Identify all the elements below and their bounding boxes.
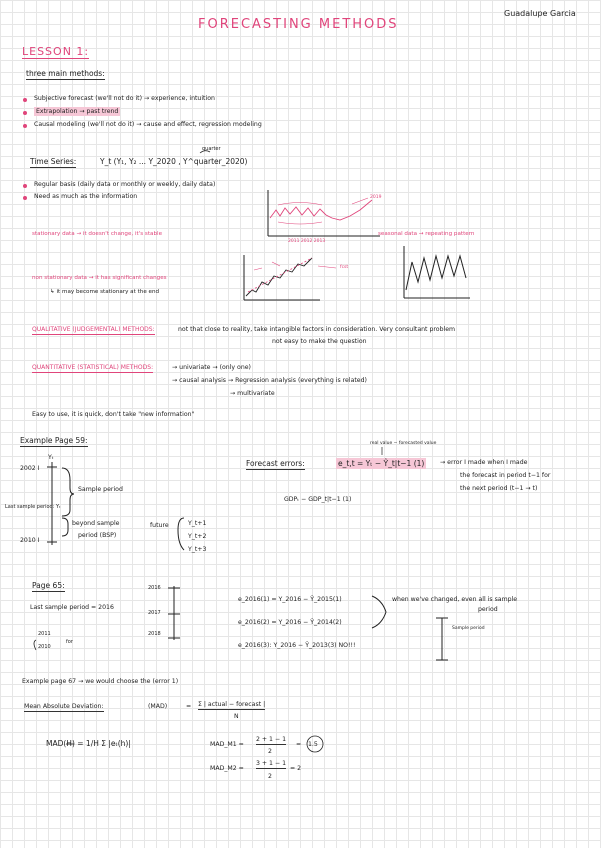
easy-note: Easy to use, it is quick, don't take "new information"	[32, 411, 195, 418]
mad2-denominator: 2	[268, 773, 272, 780]
lesson-heading: LESSON 1:	[22, 45, 90, 58]
year-tick: 2016	[148, 585, 161, 591]
method-item: Subjective forecast (we'll not do it) → experience, intuition	[34, 95, 215, 102]
methods-intro: three main methods:	[26, 69, 105, 78]
bsp-label: period (BSP)	[78, 532, 117, 539]
page-title: FORECASTING METHODS	[198, 17, 399, 32]
graph-arrow	[352, 198, 368, 204]
mad-general: MAD(H) = 1/H Σ |eₜ(h)|	[46, 739, 131, 748]
mad-formula-denominator: N	[234, 713, 239, 720]
range-suffix: for	[66, 639, 73, 645]
quantitative-item: → causal analysis → Regression analysis (everything is related)	[172, 377, 367, 384]
mad1-result: 1.5	[308, 741, 318, 748]
band-bottom	[278, 222, 322, 224]
brace	[178, 518, 184, 550]
qualitative-label: QUALITATIVE (JUDGEMENTAL) METHODS:	[32, 326, 155, 333]
real-value-note: real value − forecasted value	[370, 441, 437, 446]
brace	[62, 518, 68, 536]
non-stationary-note: non stationary data → it has significant changes	[32, 275, 167, 281]
quarter-annotation: quarter	[202, 146, 221, 152]
non-stationary-graph	[244, 255, 320, 300]
error-row: e_2016(1) = Y_2016 − Ŷ_2015(1)	[238, 596, 342, 603]
mad2-numerator: 3 + 1 − 1	[256, 761, 286, 769]
future-value: Y_t+2	[188, 533, 207, 540]
future-value: Y_t+1	[188, 520, 207, 527]
error-explanation: the forecast in period t−1 for	[460, 472, 551, 479]
seasonal-graph	[404, 246, 470, 298]
error-row: e_2016(2) = Y_2016 − Ŷ_2014(2)	[238, 619, 342, 626]
mad-formula-numerator: Σ | actual − forecast |	[198, 702, 265, 710]
qualitative-text: not that close to reality, take intangible factors in consideration. Very consultant problem	[178, 326, 456, 333]
mad2-label: MAD_M2 =	[210, 765, 244, 772]
method-item: Extrapolation → past trend	[36, 108, 119, 115]
series-line	[270, 200, 372, 220]
error-row: e_2016(3): Y_2016 − Ŷ_2013(3) NO!!!	[238, 642, 356, 649]
author-name: Guadalupe Garcia	[504, 9, 576, 18]
timeline-65	[34, 586, 448, 660]
equals-sign: =	[186, 703, 192, 710]
mad1-numerator: 2 + 1 − 1	[256, 737, 286, 745]
time-series-formula: Y_t (Y₁, Y₂ ... Y_2020 , Y^quarter_2020)	[100, 157, 248, 166]
graph-label: 2019	[370, 195, 382, 200]
future-value: Y_t+3	[188, 546, 207, 553]
gdp-formula: GDPₜ − GDP_t|t−1 (1)	[284, 496, 352, 503]
beyond-label: beyond sample	[72, 520, 120, 527]
period-note: period	[478, 606, 498, 613]
annotation-arrow	[200, 151, 210, 153]
mad1-denominator: 2	[268, 748, 272, 755]
forecast-errors-label: Forecast errors:	[246, 459, 305, 468]
method-item: Causal modeling (we'll not do it) → cause and effect, regression modeling	[34, 121, 262, 128]
annotation-marks	[254, 262, 280, 270]
year-tick: 2017	[148, 610, 161, 616]
equals-sign: =	[296, 741, 302, 748]
quantitative-item: → multivariate	[230, 390, 275, 397]
timeline-59	[47, 462, 184, 550]
error-formula: e_t,t = Yₜ − Ŷ_t|t−1 (1)	[338, 459, 425, 468]
mad2-result: = 2	[290, 765, 302, 772]
when-changed-note: when we've changed, even all is sample	[392, 596, 518, 603]
trend-line	[248, 258, 312, 292]
last-sample-2016: Last sample period = 2016	[30, 604, 114, 611]
mad1-label: MAD_M1 =	[210, 741, 244, 748]
time-series-label: Time Series:	[30, 157, 77, 166]
seasonal-note: seasonal data → repeating pattern	[378, 231, 475, 237]
last-sample-label: Last sample period: Yₜ	[5, 504, 61, 510]
sample-period-note: Sample period	[452, 626, 485, 631]
range-label: 2011	[38, 631, 51, 637]
year-label: 2010 I	[20, 537, 40, 544]
qualitative-text-2: not easy to make the question	[272, 338, 367, 345]
error-explanation: → error I made when I made	[440, 459, 528, 466]
error-explanation: the next period (t−1 → t)	[460, 485, 538, 492]
graph-arrow	[318, 266, 336, 268]
year-label: 2002 I	[20, 465, 40, 472]
stationary-graph	[268, 190, 380, 236]
band-top	[278, 203, 322, 206]
circled-result	[307, 736, 323, 752]
series-line	[406, 256, 466, 290]
year-tick: 2018	[148, 631, 161, 637]
example3-text: Example page 67 → we would choose the (error 1)	[22, 678, 179, 685]
example2-heading: Page 65:	[32, 581, 65, 590]
mad-abbr: (MAD)	[148, 703, 168, 710]
small-brace	[34, 640, 36, 650]
graph-label: fcst	[340, 265, 349, 270]
range-label: 2010	[38, 644, 51, 650]
axis-label: 2011 2012 2013	[288, 239, 326, 244]
brace	[62, 468, 74, 516]
brace	[372, 596, 386, 628]
may-become-note: ↳ it may become stationary at the end	[50, 289, 160, 295]
stationary-note: stationary data → it doesn't change, it's stable	[32, 231, 163, 237]
basis-item: Regular basis (daily data or monthly or weekly, daily data)	[34, 181, 216, 188]
quantitative-label: QUANTITATIVE (STATISTICAL) METHODS:	[32, 364, 154, 371]
sample-period-label: Sample period	[78, 486, 123, 493]
basis-item: Need as much as the information	[34, 193, 138, 200]
future-label: future	[150, 522, 169, 529]
example-heading: Example Page 59:	[20, 436, 88, 445]
mad-label: Mean Absolute Deviation:	[24, 704, 104, 712]
y-t-label: Yₜ	[48, 454, 54, 461]
quantitative-item: → univariate → (only one)	[172, 364, 251, 371]
